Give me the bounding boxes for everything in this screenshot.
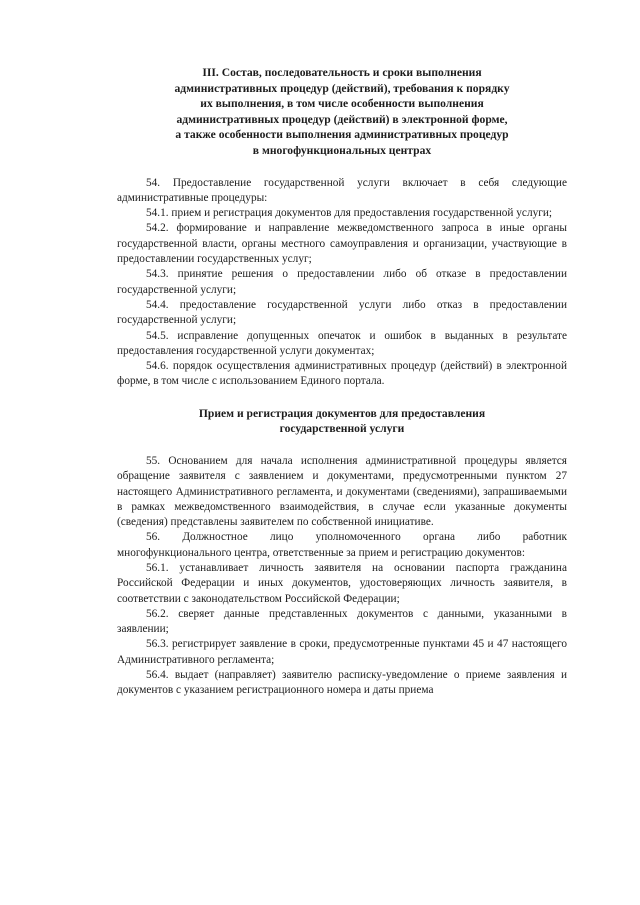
section-heading-line: административных процедур (действий) в электронной форме, — [176, 112, 508, 126]
paragraph-54-3: 54.3. принятие решения о предоставлении либо об отказе в предоставлении государственной услуги; — [117, 268, 567, 296]
section-heading-line: в многофункциональных центрах — [252, 143, 432, 157]
paragraph-54-5: 54.5. исправление допущенных опечаток и ошибок в выданных в результате предоставления государственной услуги документах; — [117, 329, 567, 357]
paragraph-56-4: 56.4. выдает (направляет) заявителю расписку-уведомление о приеме заявления и документов с указанием регистрационного номера и даты приема — [117, 669, 567, 697]
section-heading-line: их выполнения, в том числе особенности выполнения — [200, 97, 484, 111]
paragraph-54-6: 54.6. порядок осуществления административных процедур (действий) в электронной форме, в том числе с использованием Единого портала. — [117, 360, 567, 388]
subsection-heading-line: Прием и регистрация документов для предоставления — [198, 406, 486, 420]
paragraph-54-2: 54.2. формирование и направление межведомственного запроса в иные органы государственной власти, органы местного самоуправления и организации, участвующие в предоставлении государственных услуг; — [117, 222, 567, 266]
section-heading-line: а также особенности выполнения административных процедур — [175, 128, 509, 142]
subsection-heading-line: государственной услуги — [279, 422, 405, 436]
paragraph-54-1: 54.1. прием и регистрация документов для предоставления государственной услуги; — [146, 207, 553, 220]
paragraph-55: 55. Основанием для начала исполнения административной процедуры является обращение заявителя с заявлением и документами, предусмотренными пунктом 27 настоящего Административного регламента, и документами (сведениями), запрашиваемыми в рамках межведомственного взаимодействия, в случае если указанные документы (сведения) представлены заявителем по собственной инициативе. — [117, 454, 567, 529]
section-heading-line: III. Состав, последовательность и сроки выполнения — [202, 66, 482, 79]
paragraph-54-4: 54.4. предоставление государственной услуги либо отказ в предоставлении государственной услуги; — [117, 298, 567, 327]
paragraph-56: 56. Должностное лицо уполномоченного органа либо работник многофункционального центра, ответственные за прием и регистрацию документов: — [117, 531, 567, 559]
paragraph-56-1: 56.1. устанавливает личность заявителя на основании паспорта гражданина Российской Федерации и иных документов, удостоверяющих личность заявителя, в соответствии с законодательством Российской Федерации; — [117, 561, 567, 605]
section-heading-line: административных процедур (действий), требования к порядку — [174, 81, 510, 95]
section-heading — [117, 65, 567, 159]
subsection-heading — [117, 406, 567, 437]
document-body — [117, 65, 567, 699]
paragraph-56-3: 56.3. регистрирует заявление в сроки, предусмотренные пунктами 45 и 47 настоящего Административного регламента; — [117, 638, 567, 666]
paragraph-56-2: 56.2. сверяет данные представленных документов с данными, указанными в заявлении; — [117, 607, 567, 636]
paragraph-54: 54. Предоставление государственной услуги включает в себя следующие административные процедуры: — [117, 176, 567, 204]
